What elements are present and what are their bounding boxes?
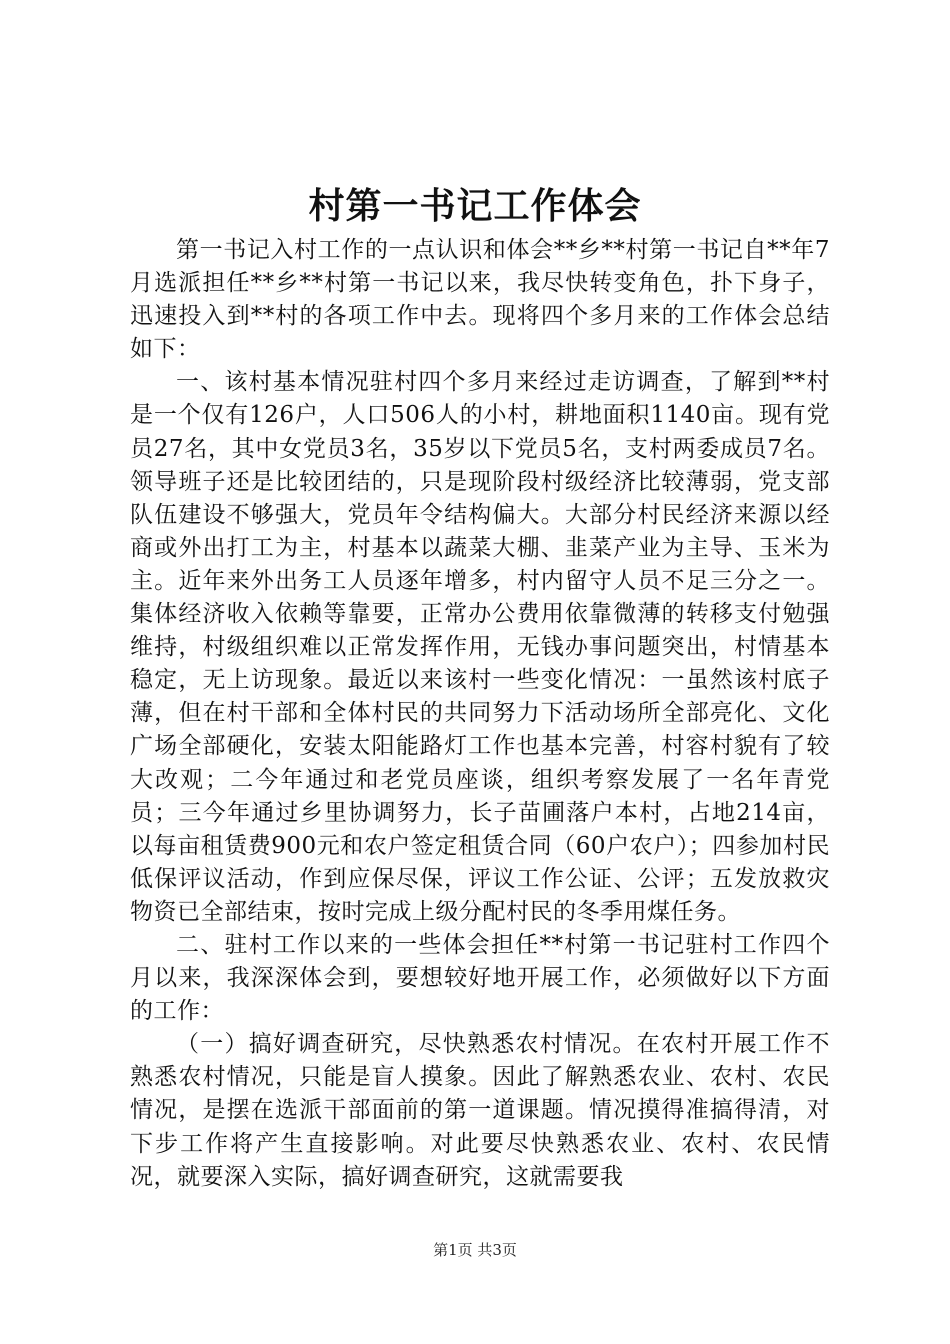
document-title: 村第一书记工作体会: [308, 185, 642, 228]
paragraph-intro: 第一书记入村工作的一点认识和体会**乡**村第一书记自**年7月选派担任**乡**村第一书记以来，我尽快转变角色，扑下身子，迅速投入到**村的各项工作中去。现将四个多月来的工作体会总结如下：: [130, 237, 830, 363]
document-body: [130, 234, 830, 1194]
paragraph-experience-heading: 二、驻村工作以来的一些体会担任**村第一书记驻村工作四个月以来，我深深体会到，要想较好地开展工作，必须做好以下方面的工作：: [130, 931, 830, 1025]
paragraph-village-situation: 一、该村基本情况驻村四个多月来经过走访调查，了解到**村是一个仅有126户，人口506人的小村，耕地面积1140亩。现有党员27名，其中女党员3名，35岁以下党员5名，支村两委成员7名。领导班子还是比较团结的，只是现阶段村级经济比较薄弱，党支部队伍建设不够强大，党员年令结构偏大。大部分村民经济来源以经商或外出打工为主，村基本以蔬菜大棚、韭菜产业为主导、玉米为主。近年来外出务工人员逐年增多，村内留守人员不足三分之一。集体经济收入依赖等靠要，正常办公费用依靠微薄的转移支付勉强维持，村级组织难以正常发挥作用，无钱办事问题突出，村情基本稳定，无上访现象。最近以来该村一些变化情况：一虽然该村底子薄，但在村干部和全体村民的共同努力下活动场所全部亮化、文化广场全部硬化，安装太阳能路灯工作也基本完善，村容村貌有了较大改观；二今年通过和老党员座谈，组织考察发展了一名年青党员；三今年通过乡里协调努力，长子苗圃落户本村，占地214亩，以每亩租赁费900元和农户签定租赁合同（60户农户）；四参加村民低保评议活动，作到应保尽保，评议工作公证、公评；五发放救灾物资已全部结束，按时完成上级分配村民的冬季用煤任务。: [130, 369, 830, 925]
page-number-footer: 第1页 共3页: [433, 1241, 517, 1259]
paragraph-research: （一）搞好调查研究，尽快熟悉农村情况。在农村开展工作不熟悉农村情况，只能是盲人摸象。因此了解熟悉农业、农村、农民情况，是摆在选派干部面前的第一道课题。情况摸得准搞得清，对下步工作将产生直接影响。对此要尽快熟悉农业、农村、农民情况，就要深入实际，搞好调查研究，这就需要我: [130, 1031, 830, 1190]
